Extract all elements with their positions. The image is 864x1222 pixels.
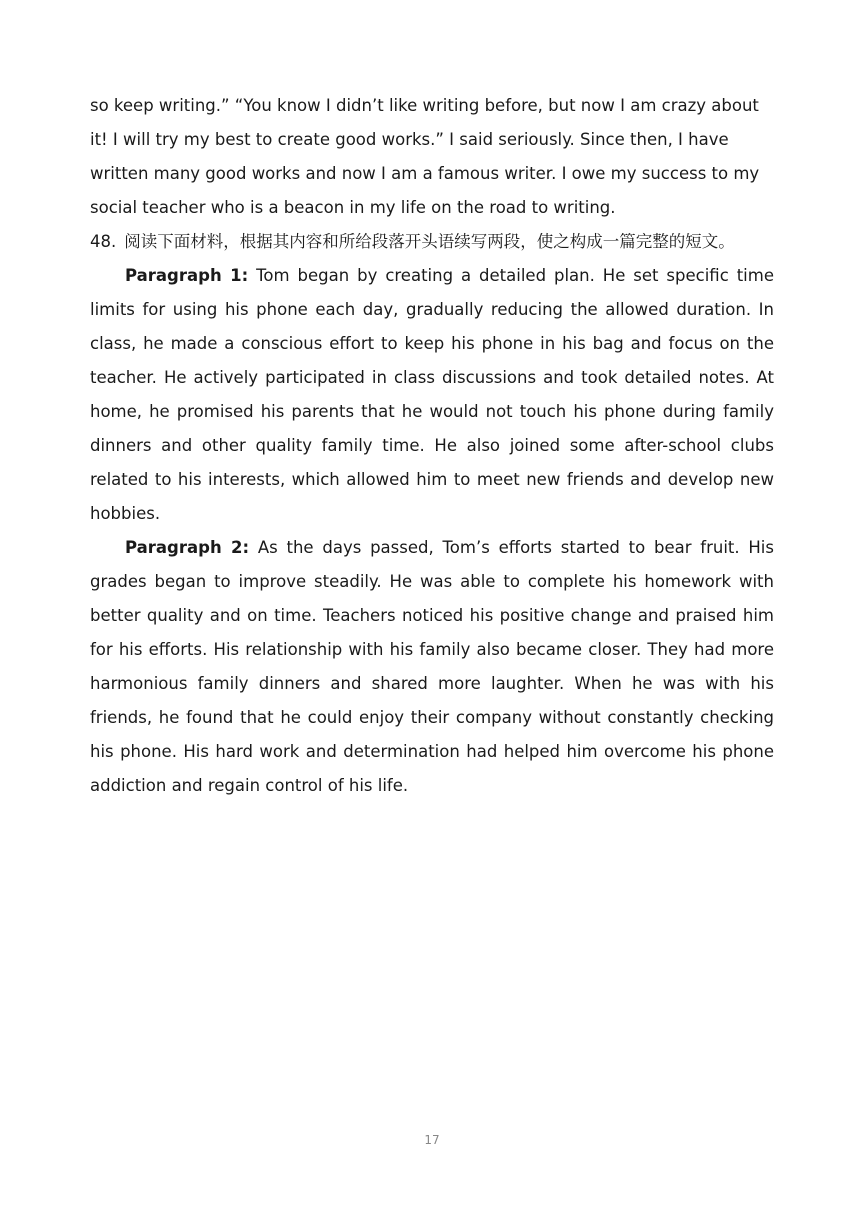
paragraph-2: [90, 531, 774, 803]
paragraph-2-label: Paragraph 2:: [125, 538, 250, 557]
paragraph-1-label: Paragraph 1:: [125, 266, 249, 285]
paragraph-1-text: Tom began by creating a detailed plan. He set specific time limits for using his phone each day, gradually reducing the allowed duration. In class, he made a conscious effort to keep his phone in his bag and focus on the teacher. He actively participated in class discussions and took detailed notes. At home, he promised his parents that he would not touch his phone during family dinners and other quality family time. He also joined some after-school clubs related to his interests, which allowed him to meet new friends and develop new hobbies.: [90, 266, 774, 523]
paragraph-1: [90, 259, 774, 531]
question-48: [90, 225, 774, 259]
question-number: 48.: [90, 232, 117, 251]
carryover-paragraph: so keep writing.” “You know I didn’t like writing before, but now I am crazy about it! I will try my best to create good works.” I said seriously. Since then, I have written many good works and now I am a famous writer. I owe my success to my social teacher who is a beacon in my life on the road to writing.: [90, 96, 760, 217]
page-number: 17: [424, 1133, 440, 1147]
paragraph-2-text: As the days passed, Tom’s efforts started to bear fruit. His grades began to improve steadily. He was able to complete his homework with better quality and on time. Teachers noticed his positive change and praised him for his efforts. His relationship with his family also became closer. They had more harmonious family dinners and shared more laughter. When he was with his friends, he found that he could enjoy their company without constantly checking his phone. His hard work and determination had helped him overcome his phone addiction and regain control of his life.: [90, 538, 774, 795]
page-content: [90, 89, 774, 803]
question-instruction: 阅读下面材料，根据其内容和所给段落开头语续写两段，使之构成一篇完整的短文。: [124, 232, 735, 251]
